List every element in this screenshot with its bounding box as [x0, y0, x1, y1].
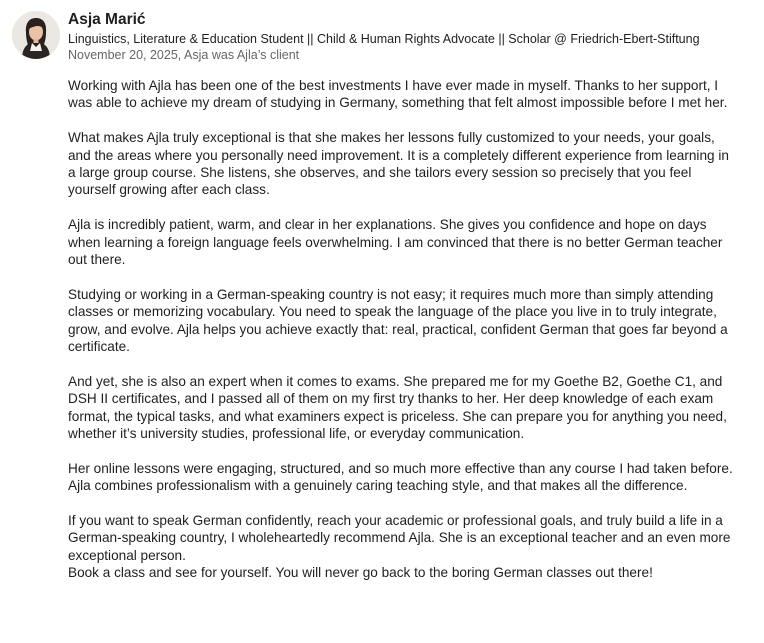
recommender-meta	[68, 10, 758, 63]
recommender-headline: Linguistics, Literature & Education Student || Child & Human Rights Advocate || Scholar @ Friedrich-Ebert-Stiftung	[68, 32, 700, 46]
recommendation-header	[12, 10, 752, 66]
recommendation-paragraph: What makes Ajla truly exceptional is that she makes her lessons fully customized to your needs, your goals, and the areas where you personally need improvement. It is a completely different experience from learning in a large group course. She listens, she observes, and she tailors every session so precisely that you feel yourself growing after each class.	[68, 130, 729, 198]
recommendation-paragraph: And yet, she is also an expert when it comes to exams. She prepared me for my Goethe B2, Goethe C1, and DSH II certificates, and I passed all of them on my first try thanks to her. Her deep knowledge of each exam format, the typical tasks, and what examiners expect is priceless. She can prepare you for anything you need, whether it’s university studies, professional life, or everyday communication.	[68, 373, 727, 442]
recommendation-paragraph: If you want to speak German confidently, reach your academic or professional goals, and truly build a life in a German-speaking country, I wholeheartedly recommend Ajla. She is an exceptional teacher and an even more exceptional person.	[68, 513, 731, 563]
recommendation-text	[68, 77, 738, 582]
recommender-name[interactable]: Asja Marić	[68, 11, 146, 28]
recommendation-paragraph: Working with Ajla has been one of the best investments I have ever made in myself. Thanks to her support, I was able to achieve my dream of studying in Germany, something that felt almost impossible before I met her.	[68, 78, 728, 111]
recommendation-closing: Book a class and see for yourself. You will never go back to the boring German classes out there!	[68, 565, 653, 581]
avatar[interactable]	[12, 11, 60, 59]
recommendation-relation: November 20, 2025, Asja was Ajla’s client	[68, 48, 300, 62]
recommendation-paragraph: Her online lessons were engaging, structured, and so much more effective than any course I had taken before. Ajla combines professionalism with a genuinely caring teaching style, and that makes all the difference.	[68, 460, 733, 494]
recommendation-paragraph: Ajla is incredibly patient, warm, and clear in her explanations. She gives you confidence and hope on days when learning a foreign language feels overwhelming. I am convinced that there is no better German teacher out there.	[68, 217, 723, 268]
recommendation-paragraph: Studying or working in a German-speaking country is not easy; it requires much more than simply attending classes or memorizing vocabulary. You need to speak the language of the place you live in to truly integrate, grow, and evolve. Ajla helps you achieve exactly that: real, practical, confident German that goes far beyond a certificate.	[68, 286, 728, 355]
person-photo-icon	[12, 11, 60, 59]
